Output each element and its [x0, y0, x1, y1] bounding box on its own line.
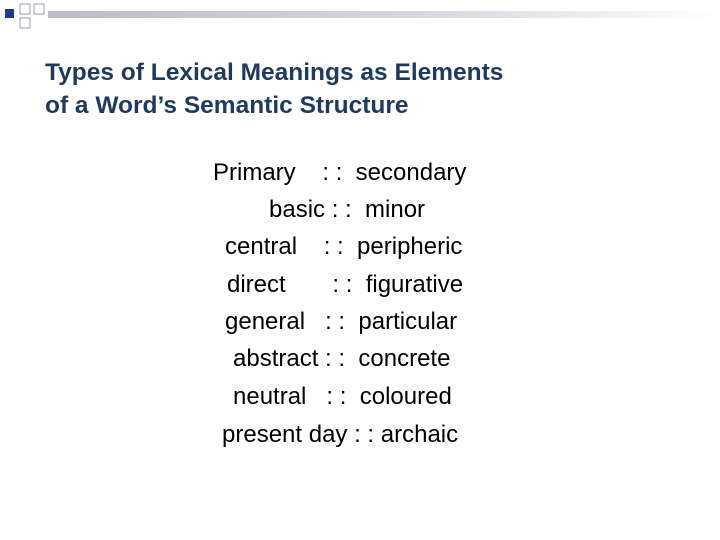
pair-primary-secondary: Primary : : secondary: [213, 159, 467, 186]
pair-direct-figurative: direct : : figurative: [227, 271, 464, 298]
deco-fade-bar: [48, 11, 720, 18]
pair-general-particular: general : : particular: [225, 308, 458, 335]
pair-presentday-archaic: present day : : archaic: [222, 421, 459, 448]
pair-neutral-coloured: neutral : : coloured: [233, 383, 452, 410]
pair-abstract-concrete: abstract : : concrete: [233, 345, 451, 372]
header-decoration: [0, 0, 720, 40]
title-line-2: of a Word’s Semantic Structure: [45, 92, 409, 119]
deco-square-outline-1: [20, 4, 30, 14]
deco-square-dark: [5, 9, 14, 18]
pair-basic-minor: basic : : minor: [269, 196, 426, 223]
deco-square-outline-3: [20, 18, 30, 28]
title-line-1: Types of Lexical Meanings as Elements: [45, 59, 504, 86]
pair-central-peripheric: central : : peripheric: [225, 233, 463, 260]
slide-title: [45, 56, 685, 122]
deco-square-outline-2: [34, 4, 44, 14]
